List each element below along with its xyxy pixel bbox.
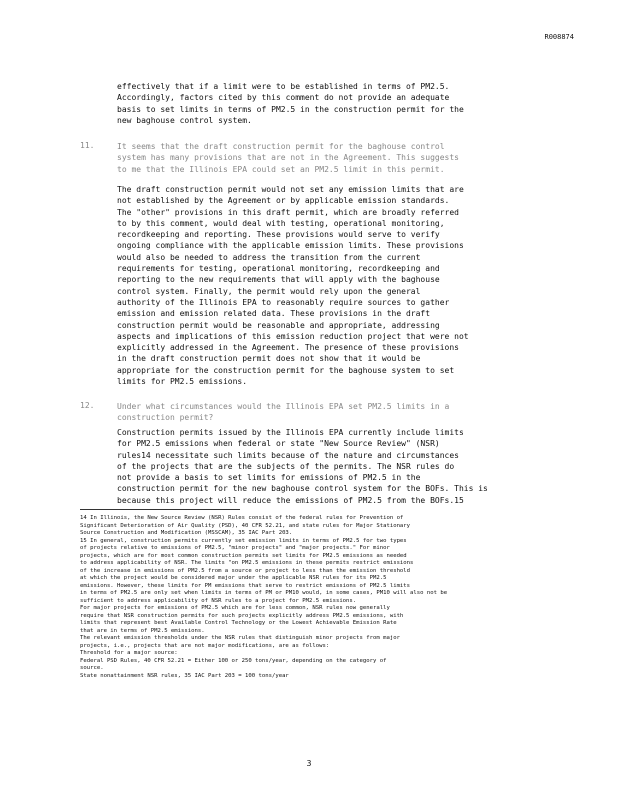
text-line: construction permit for the new baghouse control system for the BOFs. This is (117, 484, 488, 494)
text-line: of the projects that are the subjects of the permits. The NSR rules do (117, 461, 455, 471)
item-12-response (117, 427, 549, 506)
text-line: basis to set limits in terms of PM2.5 in the construction permit for the (117, 104, 464, 114)
footnote-line: State nonattainment NSR rules, 35 IAC Part 203 = 100 tons/year (80, 672, 289, 679)
footnote-line: of projects relative to emissions of PM2.5, "minor projects" and "major projects." For minor (80, 545, 390, 551)
text-line: to by this comment, would deal with testing, operational monitoring, (117, 218, 445, 228)
footnotes (80, 515, 548, 680)
text-line: in the draft construction permit does not show that it would be (117, 354, 421, 364)
document-id: R008874 (544, 33, 574, 41)
text-line: aspects and implications of this emission reduction project that were not (117, 331, 469, 341)
text-line: The "other" provisions in this draft permit, which are broadly referred (117, 207, 459, 217)
footnote-line: sufficient to address applicability of NSR rules to a project for PM2.5 emissions. (80, 597, 357, 604)
text-line: Construction permits issued by the Illinois EPA currently include limits (117, 428, 464, 437)
text-line: recordkeeping and reporting. These provisions would serve to verify (117, 230, 440, 240)
continuation-paragraph (117, 81, 549, 126)
text-line: Under what circumstances would the Illinois EPA set PM2.5 limits in a (117, 402, 450, 411)
footnote-line: Federal PSD Rules, 40 CFR 52.21 = Either 100 or 250 tons/year, depending on the category of (80, 657, 387, 664)
footnote-line: Significant Deterioration of Air Quality (PSD), 40 CFR 52.21, and state rules for Major Stationary (80, 522, 411, 529)
item-11-number: 11. (80, 141, 95, 150)
text-line: for PM2.5 emissions when federal or state "New Source Review" (NSR) (117, 439, 440, 449)
footnote-separator (80, 509, 240, 510)
text-line: ongoing compliance with the applicable emission limits. These provisions (117, 241, 464, 251)
text-line: limits for PM2.5 emissions. (117, 377, 248, 387)
text-line: explicitly addressed in the Agreement. The presence of these provisions (117, 343, 459, 353)
footnote-line: Threshold for a major source: (80, 650, 178, 656)
text-line: construction permit? (117, 413, 214, 423)
text-line: emission and emission related data. These provisions in the draft (117, 309, 431, 319)
footnote-line: The relevant emission thresholds under the NSR rules that distinguish minor projects from major (80, 635, 400, 641)
item-12-number: 12. (80, 401, 95, 410)
text-line: system has many provisions that are not in the Agreement. This suggests (117, 153, 459, 163)
footnote-line: require that NSR construction permits for such projects explicitly address PM2.5 emissions, with (80, 612, 404, 619)
footnote-line: of the increase in emissions of PM2.5 from a source or project to less than the emission threshold (80, 567, 411, 574)
footnote-line: emissions. However, these limits for PM emissions that serve to restrict emissions of PM2.5 limits (80, 582, 411, 589)
text-line: rules14 necessitate such limits because of the nature and circumstances (117, 450, 459, 460)
text-line: because this project will reduce the emissions of PM2.5 from the BOFs.15 (117, 495, 464, 505)
footnote-line: source. (80, 665, 104, 671)
text-line: to me that the Illinois EPA could set an PM2.5 limit in this permit. (117, 164, 445, 174)
text-line: control system. Finally, the permit would rely upon the general (117, 286, 421, 296)
footnote-line: limits that represent best Available Control Technology or the Lowest Achievable Emission Rate (80, 620, 397, 626)
footnote-line: For major projects for emissions of PM2.5 which are for less common, NSR rules now generally (80, 605, 390, 611)
text-line: not established by the Agreement or by applicable emission standards. (117, 196, 450, 206)
footnote-line: 15 In general, construction permits currently set emission limits in terms of PM2.5 for two types (80, 537, 407, 544)
text-line: requirements for testing, operational monitoring, recordkeeping and (117, 264, 440, 274)
text-line: Accordingly, factors cited by this comment do not provide an adequate (117, 93, 450, 103)
footnote-line: projects, which are for most common construction permits set limits for PM2.5 emissions as needed (80, 552, 407, 559)
text-line: not provide a basis to set limits for emissions of PM2.5 in the (117, 473, 421, 483)
footnote-line: projects, i.e., projects that are not major modifications, are as follows: (80, 642, 330, 649)
page-number: 3 (306, 759, 312, 768)
footnote-line: to address applicability of NSR. The limits "on PM2.5 emissions in these permits restrict emissions (80, 560, 414, 566)
text-line: new baghouse control system. (117, 115, 252, 125)
footnote-line: that are in terms of PM2.5 emissions. (80, 627, 205, 634)
item-12-question (117, 401, 549, 424)
item-11-question (117, 141, 549, 175)
footnote-line: 14 In Illinois, the New Source Review (NSR) Rules consist of the federal rules for Prevention of (80, 515, 404, 521)
item-11-response (117, 184, 549, 387)
text-line: It seems that the draft construction permit for the baghouse control (117, 142, 445, 151)
text-line: authority of the Illinois EPA to reasonably require sources to gather (117, 297, 450, 307)
text-line: effectively that if a limit were to be established in terms of PM2.5. (117, 82, 450, 91)
text-line: would also be needed to address the transition from the current (117, 252, 421, 262)
footnote-line: at which the project would be considered major under the applicable NSR rules for its PM2.5 (80, 575, 387, 581)
footnote-line: in terms of PM2.5 are only set when limits in terms of PM or PM10 would, in some cases, PM10 will also not be (80, 590, 448, 596)
footnote-line: Source Construction and Modification (MSSCAM), 35 IAC Part 203. (80, 530, 293, 536)
text-line: appropriate for the construction permit for the baghouse system to set (117, 365, 455, 375)
text-line: construction permit would be reasonable and appropriate, addressing (117, 320, 440, 330)
text-line: reporting to the new requirements that will apply with the baghouse (117, 275, 440, 285)
text-line: The draft construction permit would not set any emission limits that are (117, 185, 464, 194)
